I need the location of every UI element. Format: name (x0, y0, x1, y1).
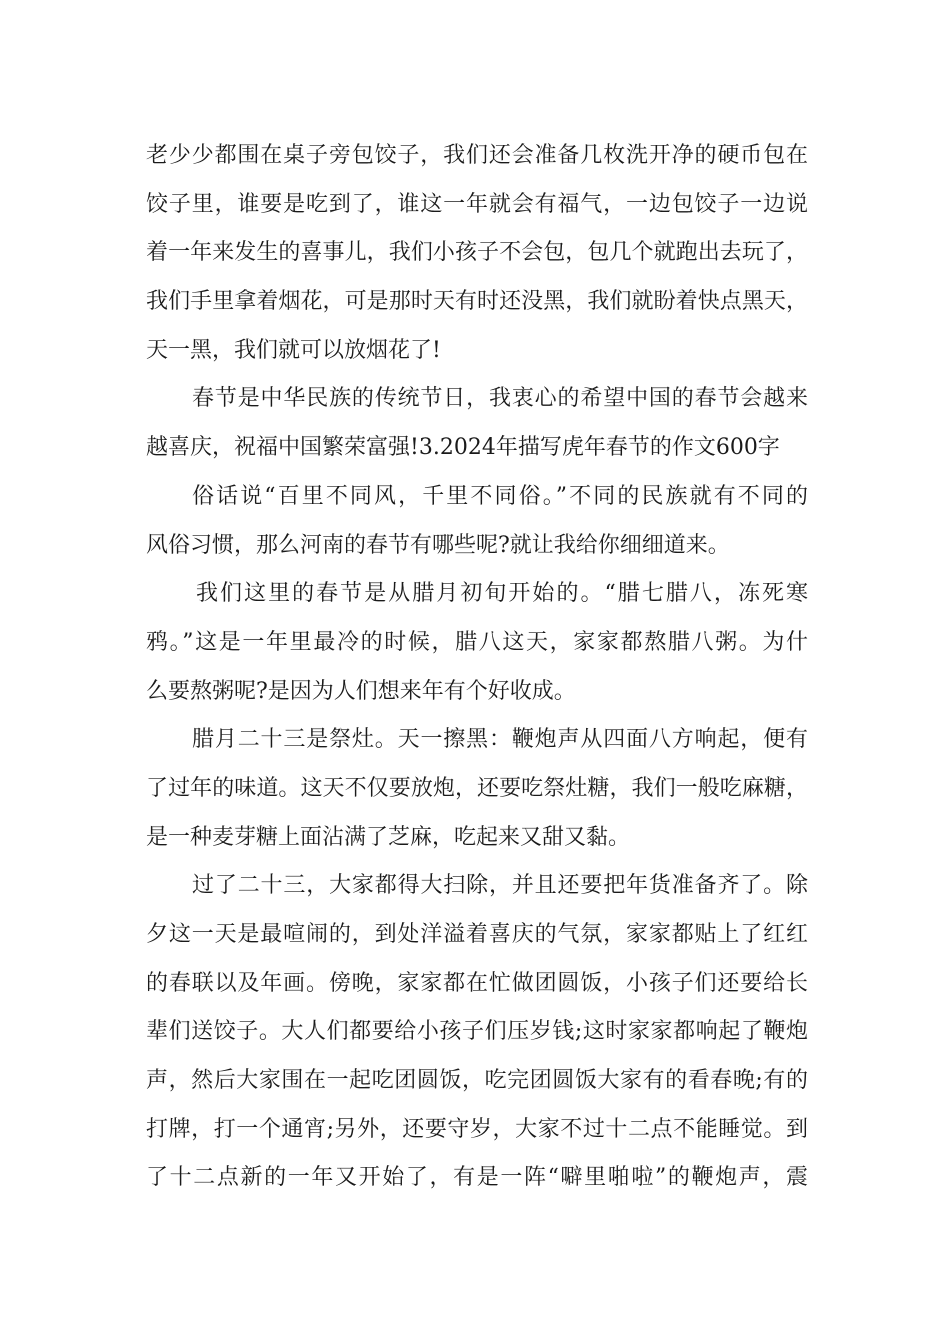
article-body (146, 132, 808, 1203)
text-line: 饺子里，谁要是吃到了，谁这一年就会有福气，一边包饺子一边说 (146, 191, 808, 217)
paragraph-5 (146, 716, 808, 862)
text-line: 俗话说“百里不同风，千里不同俗。”不同的民族就有不同的 (192, 483, 808, 509)
text-line: 鸦。”这是一年里最冷的时候，腊八这天，家家都熬腊八粥。为什 (146, 629, 808, 655)
paragraph-3 (146, 473, 808, 570)
text-line: 老少少都围在桌子旁包饺子，我们还会准备几枚洗开净的硬币包在 (146, 143, 808, 168)
text-line: 声，然后大家围在一起吃团圆饭，吃完团圆饭大家有的看春晚;有的 (146, 1068, 808, 1094)
text-line: 过了二十三，大家都得大扫除，并且还要把年货准备齐了。除 (192, 873, 808, 899)
text-line: 了过年的味道。这天不仅要放炮，还要吃祭灶糖，我们一般吃麻糖， (146, 775, 808, 801)
text-line: 春节是中华民族的传统节日，我衷心的希望中国的春节会越来 (192, 386, 808, 412)
text-line: 辈们送饺子。大人们都要给小孩子们压岁钱;这时家家都响起了鞭炮 (146, 1019, 808, 1045)
text-line: 我们这里的春节是从腊月初旬开始的。“腊七腊八，冻死寒 (196, 581, 808, 607)
text-line: 夕这一天是最喧闹的，到处洋溢着喜庆的气氛，家家都贴上了红红 (146, 922, 808, 947)
text-line: 着一年来发生的喜事儿，我们小孩子不会包，包几个就跑出去玩了， (146, 240, 808, 266)
paragraph-4 (146, 570, 808, 716)
text-line: 打牌，打一个通宵;另外，还要守岁，大家不过十二点不能睡觉。到 (146, 1116, 808, 1142)
paragraph-6 (146, 862, 808, 1203)
text-line: 风俗习惯，那么河南的春节有哪些呢?就让我给你细细道来。 (146, 532, 730, 558)
paragraph-2 (146, 375, 808, 472)
text-line: 越喜庆，祝福中国繁荣富强!3.2024年描写虎年春节的作文600字 (146, 435, 780, 461)
text-line: 我们手里拿着烟花，可是那时天有时还没黑，我们就盼着快点黑天， (146, 289, 808, 315)
text-line: 天一黑，我们就可以放烟花了! (146, 337, 441, 363)
paragraph-1 (146, 132, 808, 375)
text-line: 了十二点新的一年又开始了，有是一阵“噼里啪啦”的鞭炮声，震 (146, 1165, 808, 1191)
text-line: 是一种麦芽糖上面沾满了芝麻，吃起来又甜又黏。 (146, 824, 631, 850)
text-line: 么要熬粥呢?是因为人们想来年有个好收成。 (146, 678, 576, 704)
text-line: 腊月二十三是祭灶。天一擦黑：鞭炮声从四面八方响起，便有 (192, 727, 808, 753)
text-line: 的春联以及年画。傍晚，家家都在忙做团圆饭，小孩子们还要给长 (146, 970, 808, 996)
